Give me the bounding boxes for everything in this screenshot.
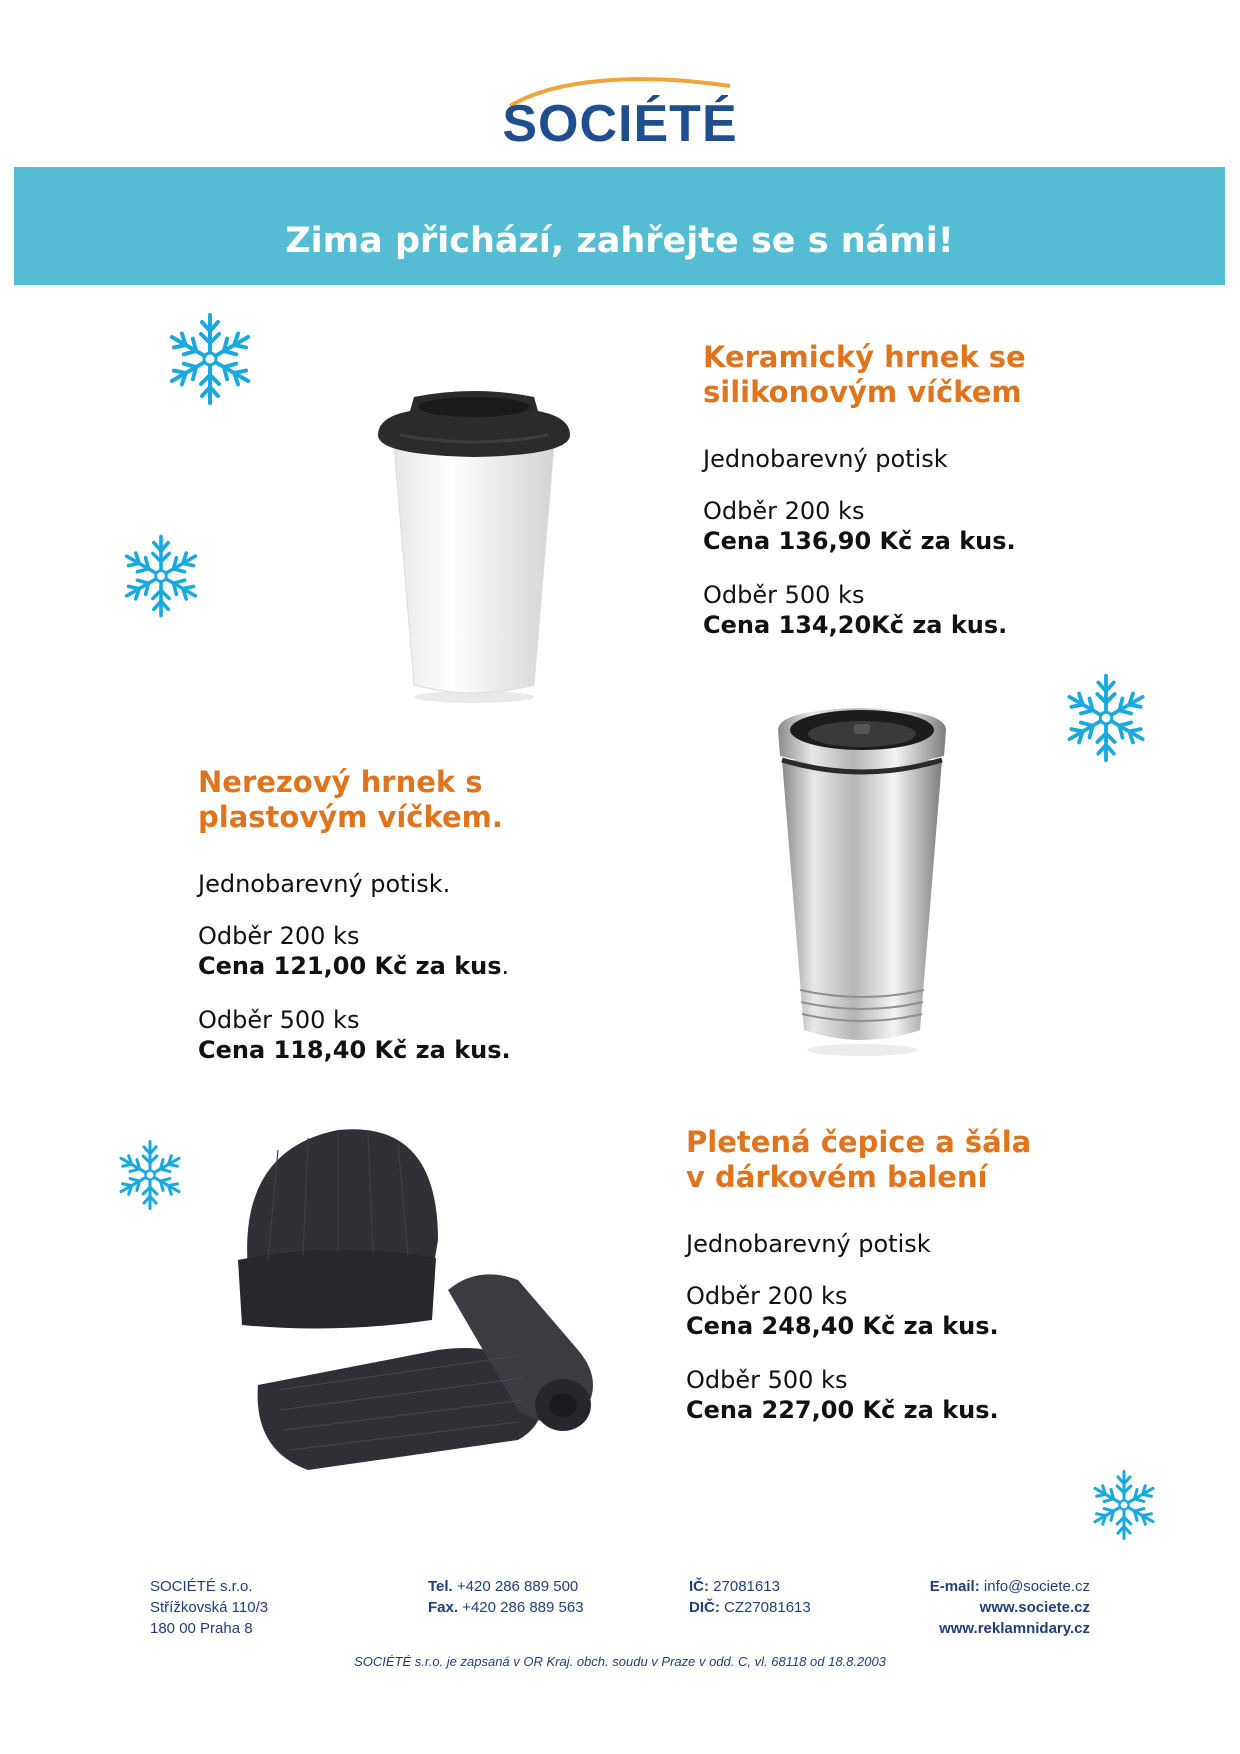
banner-title: Zima přichází, zahřejte se s námi! xyxy=(285,221,954,261)
logo-text: SOCIÉTÉ xyxy=(502,95,738,153)
footer-contacts: E-mail: info@societe.cz www.societe.cz www.reklamnidary.cz xyxy=(929,1578,1090,1637)
ceramic-mug-icon xyxy=(370,385,570,705)
quantity-tier: Odběr 500 ks xyxy=(703,581,865,609)
price-tier: Cena 121,00 Kč za kus. xyxy=(198,952,510,980)
product-card-hat-scarf xyxy=(686,1125,1186,1425)
footer-phones: Tel. +420 286 889 500 Fax. +420 286 889 563 xyxy=(428,1578,584,1616)
quantity-tier: Odběr 200 ks xyxy=(703,497,865,525)
footer-address xyxy=(150,1576,268,1639)
snowflake-icon xyxy=(116,531,206,621)
price-tier: Cena 227,00 Kč za kus. xyxy=(686,1396,999,1424)
street: Střížkovská 110/3 xyxy=(150,1599,269,1616)
print-info: Jednobarevný potisk. xyxy=(198,870,451,898)
product-card-steel-mug xyxy=(198,765,678,1065)
snowflake-icon xyxy=(160,309,260,409)
headline-banner xyxy=(14,167,1225,285)
email-link[interactable]: info@societe.cz xyxy=(983,1578,1090,1595)
product-title: silikonovým víčkem xyxy=(703,375,1022,409)
product-title: v dárkovém balení xyxy=(686,1160,988,1194)
print-info: Jednobarevný potisk xyxy=(703,445,948,473)
price-tier: Cena 248,40 Kč za kus. xyxy=(686,1312,999,1340)
product-title: Keramický hrnek se xyxy=(703,340,1026,374)
hat-scarf-icon xyxy=(218,1120,628,1485)
snowflake-icon xyxy=(112,1137,188,1213)
snowflake-icon xyxy=(1058,670,1154,766)
snowflake-icon xyxy=(1086,1467,1162,1543)
company-name: SOCIÉTÉ s.r.o. xyxy=(150,1578,253,1595)
product-title: Nerezový hrnek s xyxy=(198,765,483,799)
company-logo xyxy=(500,72,740,152)
website-link[interactable]: www.reklamnidary.cz xyxy=(939,1620,1090,1637)
quantity-tier: Odběr 500 ks xyxy=(686,1366,848,1394)
print-info: Jednobarevný potisk xyxy=(686,1230,931,1258)
product-title: Pletená čepice a šála xyxy=(686,1125,1032,1159)
steel-mug-icon xyxy=(770,700,950,1060)
price-tier: Cena 134,20Kč za kus. xyxy=(703,611,1008,639)
city: 180 00 Praha 8 xyxy=(150,1620,253,1637)
product-card-ceramic-mug xyxy=(703,340,1183,640)
ic-number: 27081613 xyxy=(713,1578,780,1595)
fax-number: +420 286 889 563 xyxy=(462,1599,584,1616)
quantity-tier: Odběr 200 ks xyxy=(198,922,360,950)
phone-number[interactable]: +420 286 889 500 xyxy=(456,1578,579,1595)
footer-ids: IČ: 27081613 DIČ: CZ27081613 xyxy=(689,1578,811,1616)
product-title: plastovým víčkem. xyxy=(198,800,503,834)
quantity-tier: Odběr 500 ks xyxy=(198,1006,360,1034)
legal-notice: SOCIÉTÉ s.r.o. je zapsaná v OR Kraj. obch. soudu v Praze v odd. C, vl. 68118 od 18.8.2003 xyxy=(354,1654,886,1669)
price-tier: Cena 136,90 Kč za kus. xyxy=(703,527,1016,555)
dic-number: CZ27081613 xyxy=(724,1599,811,1616)
price-tier: Cena 118,40 Kč za kus. xyxy=(198,1036,511,1064)
website-link[interactable]: www.societe.cz xyxy=(979,1599,1090,1616)
quantity-tier: Odběr 200 ks xyxy=(686,1282,848,1310)
